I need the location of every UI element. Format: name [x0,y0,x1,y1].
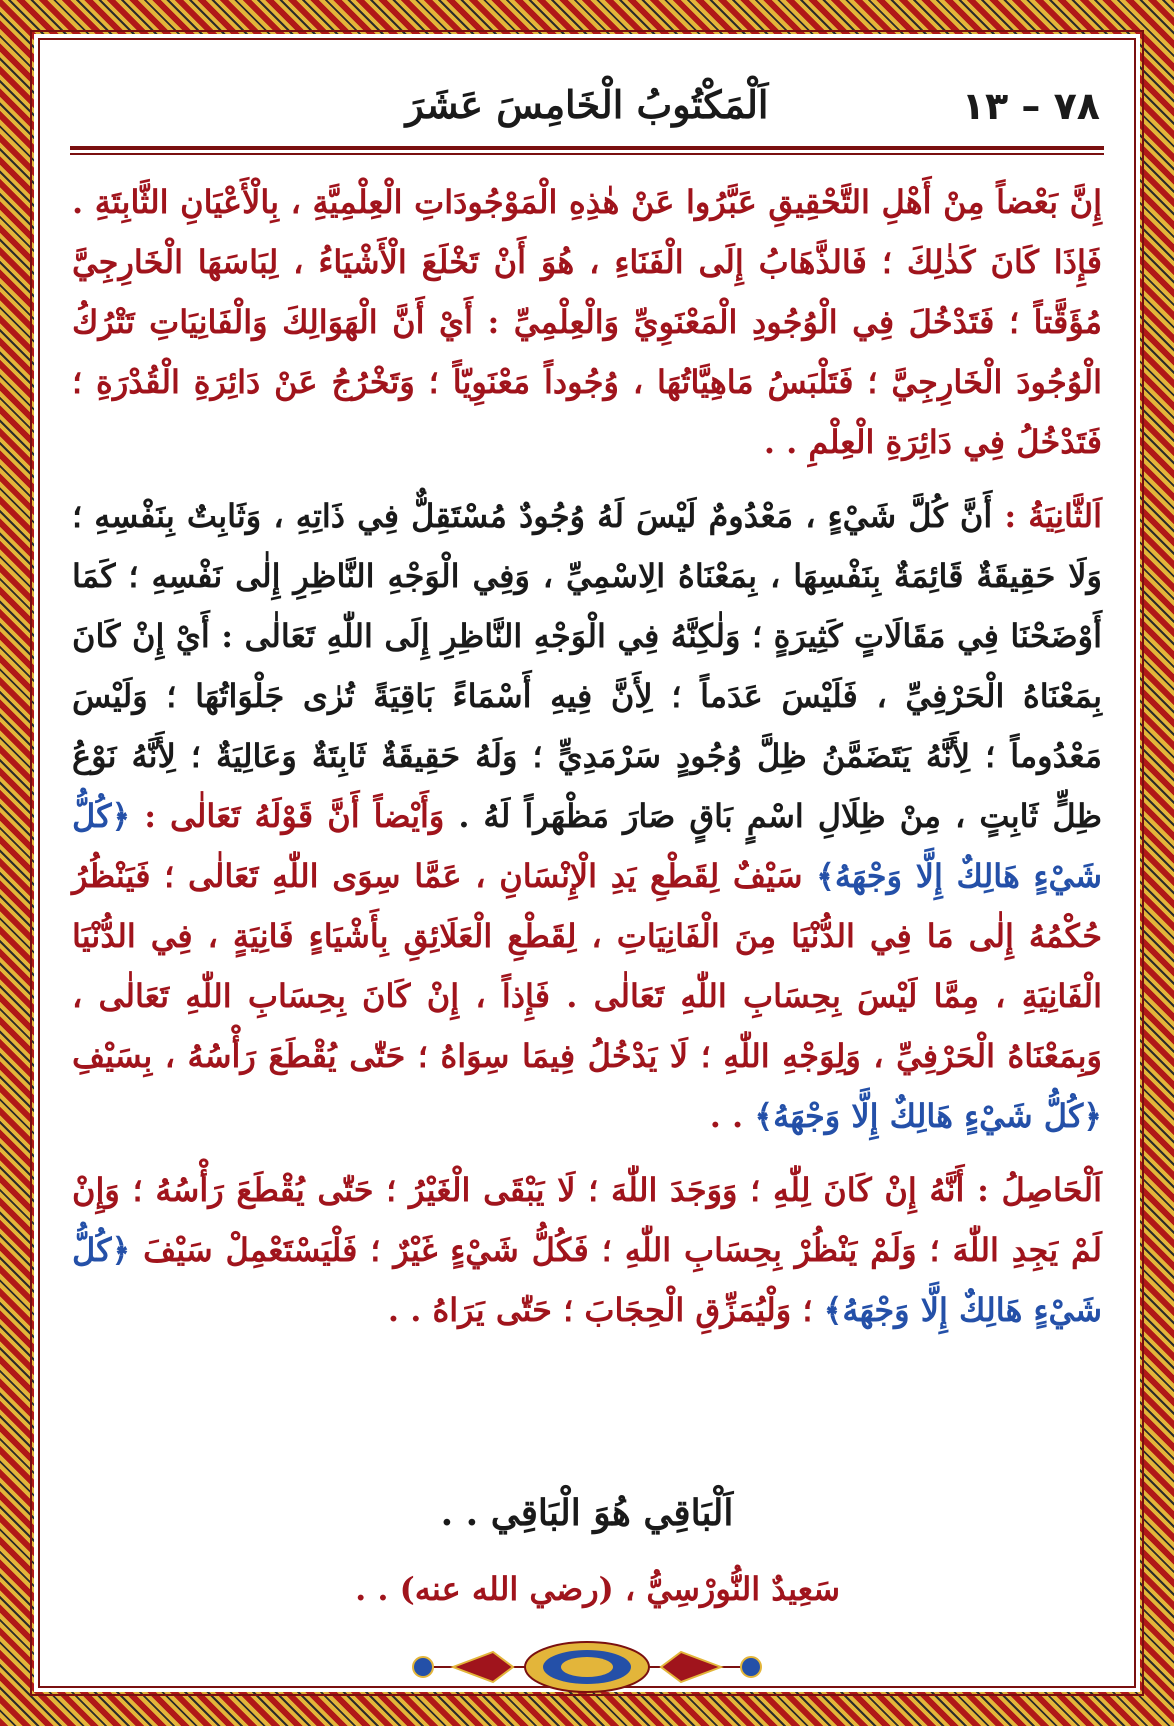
page-header [70,78,1104,142]
paragraph-1 [72,172,1102,472]
quran-quote-3: ﴿كُلُّ شَيْءٍ هَالِكٌ إِلَّا وَجْهَهُ﴾ [72,1231,1102,1329]
paragraph-1-text: إِنَّ بَعْضاً مِنْ أَهْلِ التَّحْقِيقِ عَبَّرُوا عَنْ هٰذِهِ الْمَوْجُودَاتِ الْعِلْمِيَّةِ ، بِالْأَعْيَانِ الثَّابِتَةِ . فَإِذَا كَانَ كَذٰلِكَ ؛ فَالذَّهَابُ إِلَى الْفَنَاءِ ، هُوَ أَنْ تَخْلَعَ الْأَشْيَاءُ ، لِبَاسَهَا الْخَارِجِيَّ مُؤَقَّتاً ؛ فَتَدْخُلَ فِي الْوُجُودِ الْمَعْنَوِيِّ وَالْعِلْمِيِّ : أَيْ أَنَّ الْهَوَالِكَ وَالْفَانِيَاتِ تَتْرُكُ الْوُجُودَ الْخَارِجِيَّ ؛ فَتَلْبَسُ مَاهِيَّاتُهَا ، وُجُوداً مَعْنَوِيّاً ؛ وَتَخْرُجُ عَنْ دَائِرَةِ الْقُدْرَةِ ؛ فَتَدْخُلُ فِي دَائِرَةِ الْعِلْمِ . . [72,183,1102,461]
paragraph-3-text: أَنَّهُ إِنْ كَانَ لِلّٰهِ ؛ وَوَجَدَ اللّٰهَ ؛ لَا يَبْقَى الْغَيْرُ ؛ حَتّٰى يُقْطَعَ رَأْسُهُ ؛ وَإِنْ لَمْ يَجِدِ اللّٰهَ ؛ وَلَمْ يَنْظُرْ بِحِسَابِ اللّٰهِ ؛ فَكُلُّ شَيْءٍ غَيْرٌ ؛ فَلْيَسْتَعْمِلْ سَيْفَ [72,1171,1103,1269]
paragraph-3-lead: اَلْحَاصِلُ : [977,1171,1103,1209]
paragraph-3-text-2: ؛ وَلْيُمَزِّقِ الْحِجَابَ ؛ حَتّٰى يَرَاهُ . . [387,1291,813,1329]
page-body [72,172,1102,1354]
closing-phrase: اَلْبَاقِي هُوَ الْبَاقِي . . [440,1492,734,1534]
chapter-title: اَلْمَكْتُوبُ الْخَامِسَ عَشَرَ [405,82,769,127]
quran-quote: ﴿كُلُّ شَيْءٍ هَالِكٌ إِلَّا وَجْهَهُ﴾ [72,797,1102,895]
quran-quote-2: ﴿كُلُّ شَيْءٍ هَالِكٌ إِلَّا وَجْهَهُ﴾ [743,1097,1102,1135]
header-rule-thin [70,153,1104,155]
author-signature: سَعِيدٌ النُّورْسِيُّ ، (رضي الله عنه) . . [355,1570,840,1608]
paragraph-2-lead: اَلثَّانِيَةُ : [1004,497,1103,535]
paragraph-3 [72,1160,1102,1340]
paragraph-2-red-text: وَأَيْضاً أَنَّ قَوْلَهُ تَعَالٰى : [144,797,459,835]
ornament-icon [393,1640,781,1694]
paragraph-2-tail: . . [709,1097,744,1135]
header-rule [70,146,1104,150]
paragraph-2 [72,486,1102,1146]
paragraph-2-red-text-2: سَيْفٌ لِقَطْعِ يَدِ الْإِنْسَانِ ، عَمَّا سِوَى اللّٰهِ تَعَالٰى ؛ فَيَنْظُرُ حُكْمُهُ إِلٰى مَا فِي الدُّنْيَا مِنَ الْفَانِيَاتِ ، لِقَطْعِ الْعَلَائِقِ بِأَشْيَاءٍ فَانِيَةٍ ، فِي الدُّنْيَا الْفَانِيَةِ ، مِمَّا لَيْسَ بِحِسَابِ اللّٰهِ تَعَالٰى . فَإِذاً ، إِنْ كَانَ بِحِسَابِ اللّٰهِ تَعَالٰى ، وَبِمَعْنَاهُ الْحَرْفِيِّ ، وَلِوَجْهِ اللّٰهِ ؛ لَا يَدْخُلُ فِيمَا سِوَاهُ ؛ حَتّٰى يُقْطَعَ رَأْسُهُ ، بِسَيْفِ [72,857,1102,1075]
paragraph-2-text: أَنَّ كُلَّ شَيْءٍ ، مَعْدُومٌ لَيْسَ لَهُ وُجُودٌ مُسْتَقِلٌّ فِي ذَاتِهِ ، وَثَابِتٌ بِنَفْسِهِ ؛ وَلَا حَقِيقَةٌ قَائِمَةٌ بِنَفْسِهَا ، بِمَعْنَاهُ الِاسْمِيِّ ، وَفِي الْوَجْهِ النَّاظِرِ إِلٰى نَفْسِهِ ؛ كَمَا أَوْضَحْنَا فِي مَقَالَاتٍ كَثِيرَةٍ ؛ وَلٰكِنَّهُ فِي الْوَجْهِ النَّاظِرِ إِلَى اللّٰهِ تَعَالٰى : أَيْ إِنْ كَانَ بِمَعْنَاهُ الْحَرْفِيِّ ، فَلَيْسَ عَدَماً ؛ لِأَنَّ فِيهِ أَسْمَاءً بَاقِيَةً تُرٰى جَلْوَاتُهَا ؛ وَلَيْسَ مَعْدُوماً ؛ لِأَنَّهُ يَتَضَمَّنُ ظِلَّ وُجُودٍ سَرْمَدِيٍّ ؛ وَلَهُ حَقِيقَةٌ ثَابِتَةٌ وَعَالِيَةٌ ؛ لِأَنَّهُ نَوْعُ ظِلٍّ ثَابِتٍ ، مِنْ ظِلَالِ اسْمٍ بَاقٍ صَارَ مَظْهَراً لَهُ . [72,497,1103,835]
page-number: ٧٨ – ١٣ [961,84,1100,128]
